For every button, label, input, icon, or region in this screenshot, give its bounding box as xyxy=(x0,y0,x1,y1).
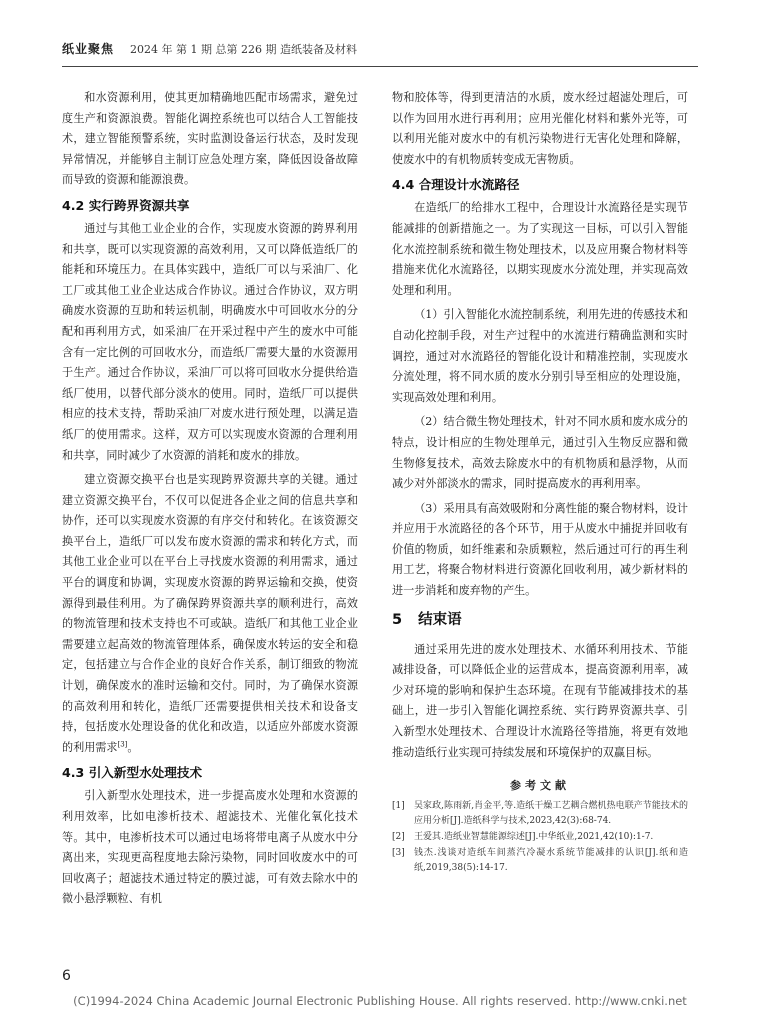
section-4-2-paragraph-1: 通过与其他工业企业的合作，实现废水资源的跨界利用和共享，既可以实现资源的高效利用，又可以降低造纸厂的能耗和环境压力。在具体实践中，造纸厂可以与采油厂、化工厂或其他工业企业达成合作协议。通过合作协议，双方明确废水资源的互助和转运机制，明确废水中可回收水分的分配和再利用方式，如采油厂在开采过程中产生的废水中可能含有一定比例的可回收水分，而造纸厂需要大量的水资源用于生产。通过合作协议，采油厂可以将可回收水分提供给造纸厂使用，以替代部分淡水的使用。同时，造纸厂可以提供相应的技术支持，帮助采油厂对废水进行预处理，以满足造纸厂的使用需求。这样，双方可以实现废水资源的合理利用和共享，同时减少了水资源的消耗和废水的排放。 xyxy=(62,221,358,462)
journal-name: 纸业聚焦 xyxy=(62,42,115,56)
section-5-number: 5 xyxy=(392,611,403,628)
section-4-2-paragraph-2-text: 建立资源交换平台也是实现跨界资源共享的关键。通过建立资源交换平台，不仅可以促进各企业之间的信息共享和协作，还可以实现废水资源的有序交付和转化。在该资源交换平台上，造纸厂可以发布废水资源的需求和转化方式，而其他工业企业可以在平台上寻找废水资源的利用需求，通过平台的调度和协调，实现废水资源的跨界运输和交换，使资源得到最佳利用。为了确保跨界资源共享的顺利进行，高效的物流管理和技术支持也不可或缺。造纸厂和其他工业企业需要建立起高效的物流管理体系，确保废水转运的安全和稳定，包括建立与合作企业的良好合作关系，制订细致的物流计划，确保废水的准时运输和交付。同时，为了确保水资源的高效利用和转化，造纸厂还需要提供相关技术和设备支持，包括废水处理设备的优化和改造，以适应外部废水资源的利用需求 xyxy=(62,473,358,754)
left-column xyxy=(62,88,358,914)
references-title: 参考文献 xyxy=(510,779,570,793)
section-4-4-paragraph-3: （2）结合微生物处理技术，针对不同水质和废水成分的特点，设计相应的生物处理单元，通过引入生物反应器和微生物修复技术，高效去除废水中的有机物质和悬浮物，从而减少对外部淡水的需求，同时提高废水的再利用率。 xyxy=(392,415,688,491)
section-4-3-paragraph-1: 引入新型水处理技术，进一步提高废水处理和水资源的利用效率，比如电渗析技术、超滤技术、光催化氧化技术等。其中，电渗析技术可以通过电场将带电离子从废水中分离出来，实现更高程度地去除污染物，同时回收废水中的可回收离子；超滤技术通过特定的膜过滤，可有效去除水中的微小悬浮颗粒、有机 xyxy=(62,789,358,906)
paragraph-intro: 和水资源利用，使其更加精确地匹配市场需求，避免过度生产和资源浪费。智能化调控系统也可以结合人工智能技术，建立智能预警系统，实时监测设备运行状态，及时发现异常情况，并能够自主制订应急处理方案，降低因设备故障而导致的资源和能源浪费。 xyxy=(62,91,358,187)
copyright-footer: (C)1994-2024 China Academic Journal Electronic Publishing House. All rights reserved. http://www.cnki.net xyxy=(73,994,687,1008)
section-4-4-title: 4.4 合理设计水流路径 xyxy=(392,177,520,193)
reference-text: 吴家政,陈雨新,肖金平,等.造纸干燥工艺耦合燃机热电联产节能技术的应用分析[J].造纸科学与技术,2023,42(3):68-74. xyxy=(414,801,688,827)
section-4-4-paragraph-2: （1）引入智能化水流控制系统，利用先进的传感技术和自动化控制手段，对生产过程中的水流进行精确监测和实时调控，通过对水流路径的智能化设计和精准控制，实现废水分流处理，将不同水质的废水分别引导至相应的处理设施，实现高效处理和利用。 xyxy=(392,308,688,404)
section-5-title xyxy=(392,608,688,632)
page-number: 6 xyxy=(62,968,71,984)
section-4-4-paragraph-4: （3）采用具有高效吸附和分离性能的聚合物材料，设计并应用于水流路径的各个环节，用于从废水中捕捉并回收有价值的物质，如纤维素和杂质颗粒，然后通过可行的再生利用工艺，将聚合物材料进行资源化回收利用，减少新材料的进一步消耗和废弃物的产生。 xyxy=(392,501,688,598)
paragraph-continued: 物和胶体等，得到更清洁的水质，废水经过超滤处理后，可以作为回用水进行再利用；应用光催化材料和紫外光等，可以利用光能对废水中的有机污染物进行无害化处理和降解，使废水中的有机物质转变成无害物质。 xyxy=(392,91,688,166)
right-column xyxy=(392,88,688,877)
running-header xyxy=(62,40,698,57)
citation-3[interactable]: [3] xyxy=(117,740,128,749)
section-4-4-paragraph-1: 在造纸厂的给排水工程中，合理设计水流路径是实现节能减排的创新措施之一。为了实现这一目标，可以引入智能化水流控制系统和微生物处理技术，以及应用聚合物材料等措施来优化水流路径，以期实现废水分流处理，并实现高效处理和利用。 xyxy=(392,201,688,297)
reference-item xyxy=(392,830,688,845)
reference-item xyxy=(392,799,688,829)
section-4-3-title: 4.3 引入新型水处理技术 xyxy=(62,765,203,781)
reference-text: 钱杰.浅谈对造纸车间蒸汽冷凝水系统节能减排的认识[J].纸和造纸,2019,38(5):14-17. xyxy=(414,848,688,874)
section-5-title-text: 结束语 xyxy=(418,611,462,628)
section-4-2-paragraph-2-end: 。 xyxy=(127,740,139,754)
reference-number: [3] xyxy=(392,848,405,859)
reference-number: [1] xyxy=(392,801,405,812)
reference-item xyxy=(392,846,688,876)
header-rule xyxy=(62,66,698,67)
section-5-paragraph-1: 通过采用先进的废水处理技术、水循环利用技术、节能减排设备，可以降低企业的运营成本，提高资源利用率，减少对环境的影响和保护生态环境。在现有节能减排技术的基础上，进一步引入智能化调控系统、实行跨界资源共享、引入新型水处理技术、合理设计水流路径等措施，将更有效地推动造纸行业实现可持续发展和环境保护的双赢目标。 xyxy=(392,642,688,759)
reference-text: 王爱其.造纸业智慧能源综述[J].中华纸业,2021,42(10):1-7. xyxy=(414,832,654,843)
issue-info: 2024 年 第 1 期 总第 226 期 造纸装备及材料 xyxy=(130,43,357,56)
section-4-2-paragraph-2 xyxy=(62,470,358,758)
section-4-2-title: 4.2 实行跨界资源共享 xyxy=(62,197,190,213)
reference-number: [2] xyxy=(392,832,405,843)
